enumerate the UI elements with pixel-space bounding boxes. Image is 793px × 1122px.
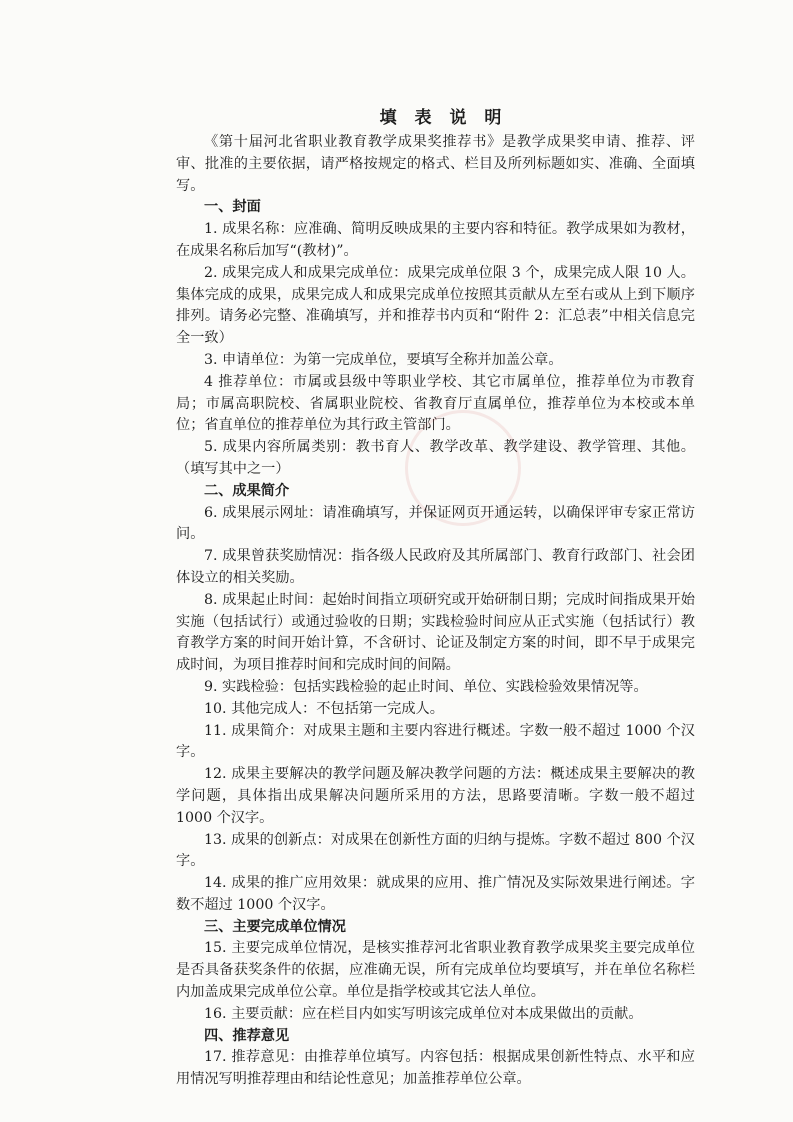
list-item: 15. 主要完成单位情况，是核实推荐河北省职业教育教学成果奖主要完成单位是否具备获奖条件的依据，应准确无误，所有完成单位均要填写，并在单位名称栏内加盖成果完成单位公章。单位是指学校或其它法人单位。 — [176, 940, 695, 1001]
list-item: 6. 成果展示网址：请准确填写，并保证网页开通运转，以确保评审专家正常访问。 — [176, 504, 695, 543]
list-item: 11. 成果简介：对成果主题和主要内容进行概述。字数一般不超过 1000 个汉字。 — [176, 722, 695, 761]
list-item: 3. 申请单位：为第一完成单位，要填写全称并加盖公章。 — [204, 351, 563, 368]
list-item: 7. 成果曾获奖励情况：指各级人民政府及其所属部门、教育行政部门、社会团体设立的相关奖励。 — [176, 548, 695, 586]
section-units — [176, 917, 695, 1026]
list-item: 14. 成果的推广应用效果：就成果的应用、推广情况及实际效果进行阐述。字数不超过 1000 个汉字。 — [176, 875, 695, 913]
list-item: 12. 成果主要解决的教学问题及解决教学问题的方法：概述成果主要解决的教学问题，具体指出成果解决问题所采用的方法，思路要清晰。字数一般不超过 1000 个汉字。 — [176, 766, 695, 826]
section-heading: 三、主要完成单位情况 — [204, 918, 346, 935]
intro-paragraph: 《第十届河北省职业教育教学成果奖推荐书》是教学成果奖申请、推荐、评审、批准的主要依据，请严格按规定的格式、栏目及所列标题如实、准确、全面填写。 — [176, 134, 695, 194]
list-item: 10. 其他完成人：不包括第一完成人。 — [204, 700, 444, 717]
document-title: 填 表 说 明 — [379, 108, 508, 128]
section-recommendation — [176, 1026, 695, 1091]
list-item: 2. 成果完成人和成果完成单位：成果完成单位限 3 个，成果完成人限 10 人。集体完成的成果，成果完成人和成果完成单位按照其贡献从左至右或从上到下顺序排列。请务必完整、准确填写，并和推荐书内页和“附件 2：汇总表”中相关信息完全一致） — [176, 264, 695, 347]
section-summary — [176, 481, 695, 917]
section-heading: 二、成果简介 — [204, 482, 290, 499]
section-cover — [176, 197, 695, 480]
list-item: 17. 推荐意见：由推荐单位填写。内容包括：根据成果创新性特点、水平和应用情况写明推荐理由和结论性意见；加盖推荐单位公章。 — [176, 1049, 695, 1088]
section-heading: 一、封面 — [204, 199, 261, 216]
list-item: 8. 成果起止时间：起始时间指立项研究或开始研制日期；完成时间指成果开始实施（包括试行）或通过验收的日期；实践检验时间应从正式实施（包括试行）教育教学方案的时间开始计算，不含研讨、论证及制定方案的时间，即不早于成果完成时间，为项目推荐时间和完成时间的间隔。 — [176, 591, 695, 674]
list-item: 13. 成果的创新点：对成果在创新性方面的归纳与提炼。字数不超过 800 个汉字。 — [176, 831, 695, 870]
list-item: 5. 成果内容所属类别：教书育人、教学改革、教学建设、教学管理、其他。（填写其中之一） — [176, 439, 695, 477]
list-item: 9. 实践检验：包括实践检验的起止时间、单位、实践检验效果情况等。 — [204, 678, 648, 695]
list-item: 4 推荐单位：市属或县级中等职业学校、其它市属单位，推荐单位为市教育局；市属高职院校、省属职业院校、省教育厅直属单位，推荐单位为本校或本单位；省直单位的推荐单位为其行政主管部门。 — [176, 373, 695, 434]
list-item: 1. 成果名称：应准确、简明反映成果的主要内容和特征。教学成果如为教材，在成果名称后加写“(教材)”。 — [176, 221, 695, 259]
section-heading: 四、推荐意见 — [204, 1027, 290, 1044]
list-item: 16. 主要贡献：应在栏目内如实写明该完成单位对本成果做出的贡献。 — [204, 1005, 643, 1022]
